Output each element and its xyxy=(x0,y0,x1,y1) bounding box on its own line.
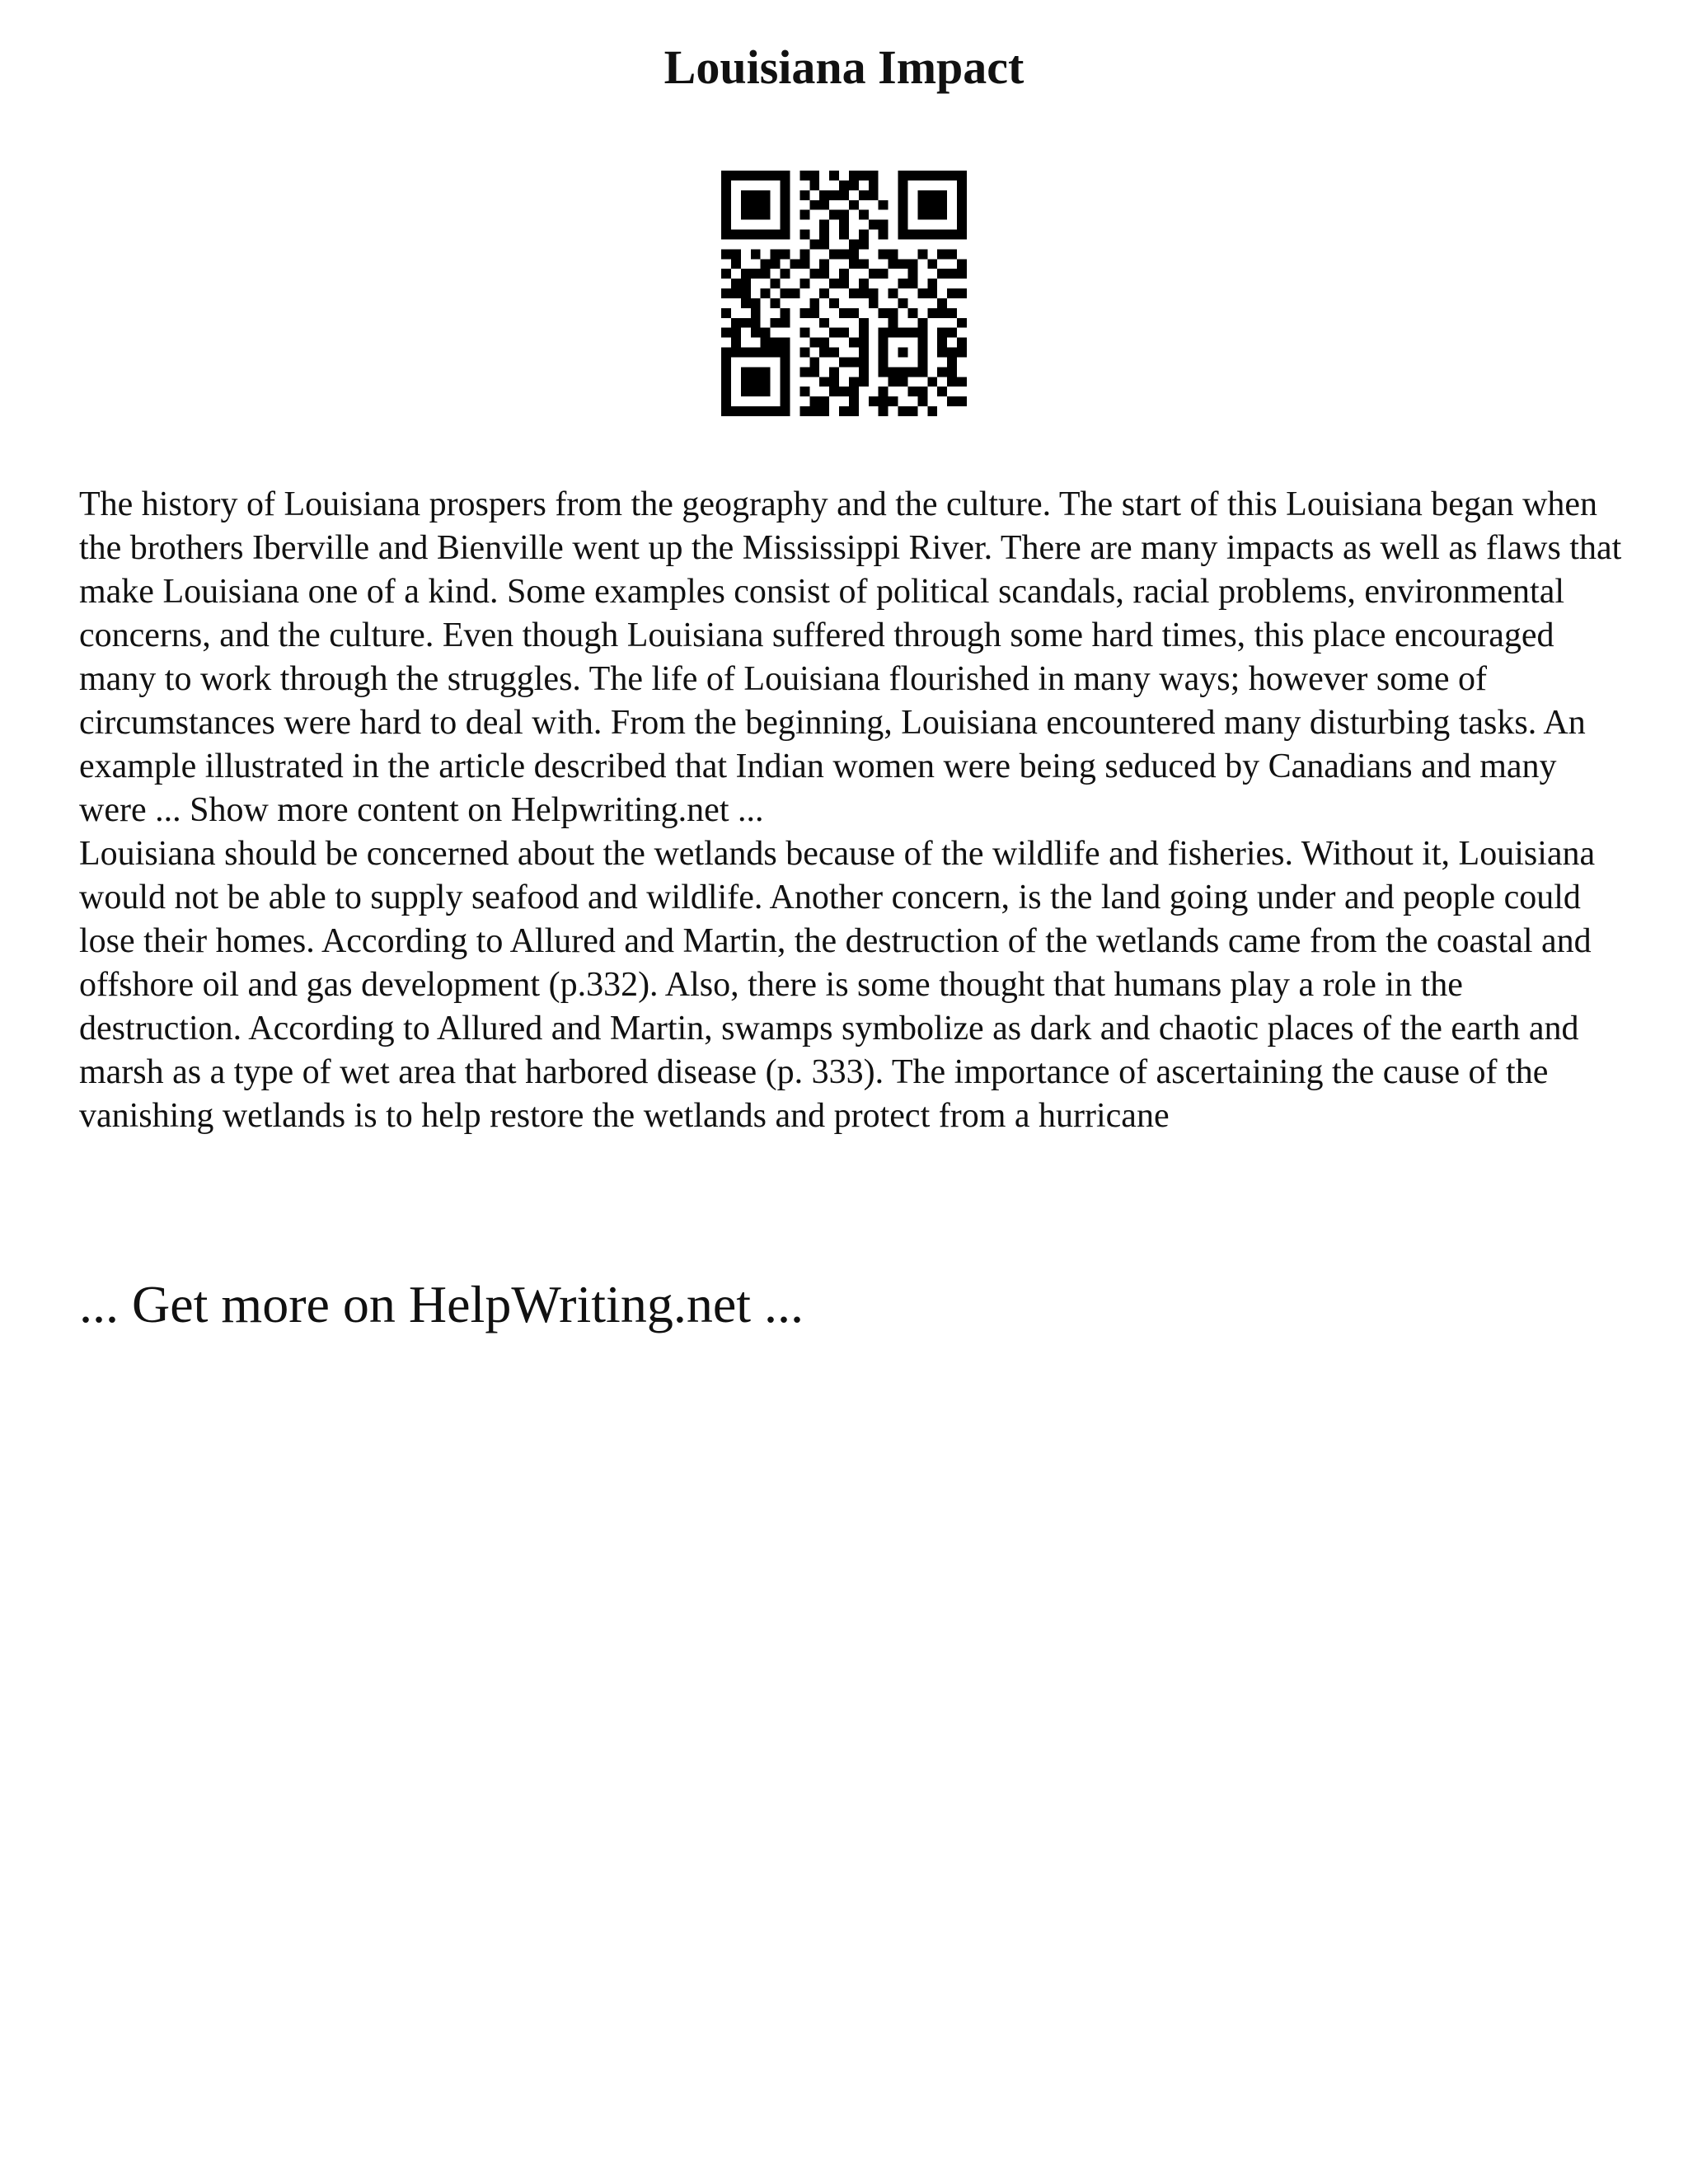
qr-code-icon xyxy=(721,171,967,416)
paragraph-history: The history of Louisiana prospers from the geography and the culture. The start of this Louisiana began when the brothers Iberville and Bienville went up the Mississippi River. There are many impacts as well as flaws that make Louisiana one of a kind. Some examples consist of political scandals, racial problems, environmental concerns, and the culture. Even though Louisiana suffered through some hard times, this place encouraged many to work through the struggles. The life of Louisiana flourished in many ways; however some of circumstances were hard to deal with. From the beginning, Louisiana encountered many disturbing tasks. An example illustrated in the article described that Indian women were being seduced by Canadians and many were ... Show more content on Helpwriting.net ... xyxy=(79,485,1622,829)
get-more-link[interactable]: ... Get more on HelpWriting.net ... xyxy=(79,1275,804,1333)
article-body xyxy=(79,483,1629,1138)
paragraph-wetlands: Louisiana should be concerned about the wetlands because of the wildlife and fisheries. Without it, Louisiana would not be able to supply seafood and wildlife. Another concern, is the land going under and people could lose their homes. According to Allured and Martin, the destruction of the wetlands came from the coastal and offshore oil and gas development (p.332). Also, there is some thought that humans play a role in the destruction. According to Allured and Martin, swamps symbolize as dark and chaotic places of the earth and marsh as a type of wet area that harbored disease (p. 333). The importance of ascertaining the cause of the vanishing wetlands is to help restore the wetlands and protect from a hurricane xyxy=(79,835,1596,1135)
page-title: Louisiana Impact xyxy=(663,40,1025,94)
